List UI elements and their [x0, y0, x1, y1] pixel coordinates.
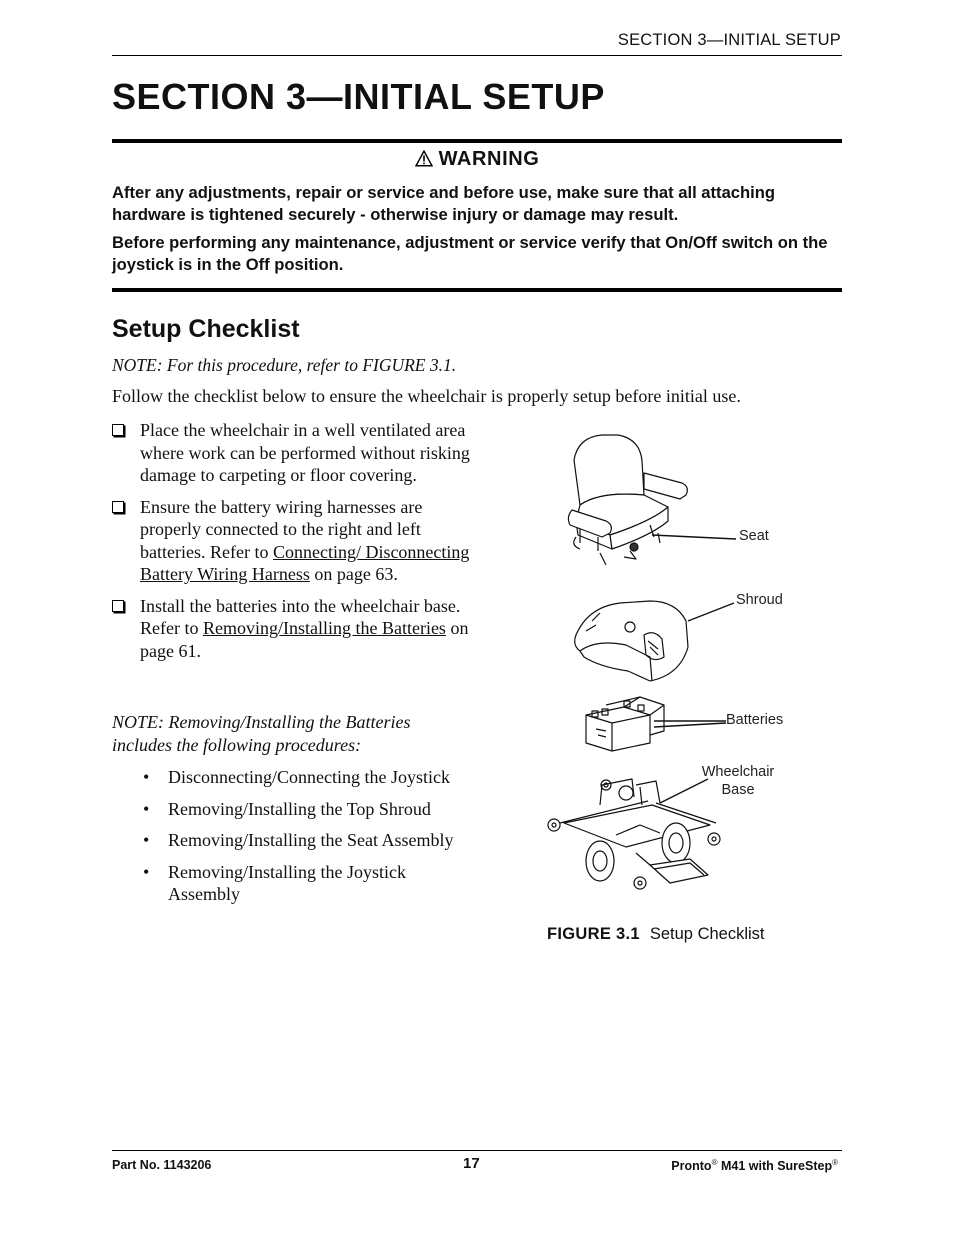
- list-item: [140, 861, 460, 906]
- list-item-text: Removing/Installing the Top Shroud: [168, 798, 431, 819]
- footer-page-number: 17: [463, 1155, 480, 1172]
- wheelchair-base-illustration: [548, 779, 720, 889]
- checklist-item-text: on page 63.: [309, 564, 398, 584]
- checklist-item: [112, 419, 472, 487]
- bullet-icon: •: [143, 861, 150, 882]
- checklist-item-text: Ensure the battery wiring harnesses are properly connected to the right and left batteries. Refer to: [140, 496, 423, 562]
- footer-product-name: [671, 1158, 838, 1173]
- section-heading: Setup Checklist: [112, 315, 300, 343]
- warning-top-rule: [112, 139, 842, 143]
- checklist-item: [112, 496, 472, 586]
- running-head: SECTION 3—INITIAL SETUP: [617, 31, 841, 49]
- figure-label-base-line2: Base: [721, 782, 755, 798]
- shroud-illustration: [575, 601, 688, 681]
- figure-caption-text: Setup Checklist: [649, 925, 765, 943]
- figure-caption: [547, 925, 765, 944]
- warning-heading: [112, 148, 842, 173]
- list-item-text: Removing/Installing the Seat Assembly: [168, 830, 454, 850]
- bullet-icon: •: [143, 767, 150, 787]
- wiring-harness-link[interactable]: Connecting/ Disconnecting Battery Wiring Harness: [140, 541, 470, 584]
- list-item: [140, 766, 460, 789]
- footer-rule: [112, 1150, 842, 1151]
- warning-heading-text: WARNING: [438, 148, 540, 170]
- procedures-note: NOTE: Removing/Installing the Batteries includes the following procedures:: [112, 712, 411, 755]
- warning-bottom-rule: [112, 288, 842, 292]
- registered-mark: ®: [711, 1158, 718, 1167]
- figure-label-base-line1: Wheelchair: [701, 764, 775, 780]
- batteries-illustration: [586, 697, 664, 751]
- bullet-icon: •: [143, 830, 150, 850]
- figure-label-seat: Seat: [739, 528, 769, 544]
- checkbox-icon: [112, 424, 124, 436]
- figure-caption-number: FIGURE 3.1: [547, 925, 640, 943]
- registered-mark: ®: [832, 1158, 838, 1167]
- figure-label-batteries: Batteries: [726, 712, 784, 728]
- checklist-item-text: Place the wheelchair in a well ventilated area where work can be performed without risking damage to carpeting or floor covering.: [140, 420, 470, 485]
- seat-illustration: [568, 435, 687, 565]
- warning-triangle-icon: [415, 150, 433, 173]
- checkbox-icon: [112, 600, 124, 612]
- wheelchair-exploded-figure: [540, 425, 810, 915]
- list-item: [140, 829, 460, 852]
- footer-product-text: M41 with SureStep: [717, 1159, 833, 1174]
- checklist-item-text: on page 61.: [140, 618, 469, 661]
- page-title: SECTION 3—INITIAL SETUP: [112, 76, 605, 117]
- batteries-link[interactable]: Removing/Installing the Batteries: [202, 618, 446, 638]
- checklist-item: [112, 595, 472, 663]
- footer-part-number: Part No. 1143206: [112, 1158, 212, 1172]
- footer-product-text: Pronto: [671, 1159, 712, 1174]
- list-item-text: Disconnecting/Connecting the Joystick: [168, 767, 450, 787]
- setup-checklist: [112, 419, 472, 671]
- bullet-icon: •: [143, 798, 150, 819]
- intro-text: Follow the checklist below to ensure the wheelchair is properly setup before initial use.: [112, 386, 741, 406]
- figure-label-shroud: Shroud: [736, 592, 783, 608]
- checkbox-icon: [112, 501, 124, 513]
- figure-label-base: [697, 764, 779, 798]
- list-item-text: Removing/Installing the Joystick Assembly: [168, 861, 406, 904]
- header-rule: [112, 55, 842, 56]
- warning-paragraph-1: After any adjustments, repair or service and before use, make sure that all attaching hardware is tightened securely - otherwise injury or damage may result.: [112, 183, 776, 224]
- procedure-list: [140, 766, 460, 915]
- list-item: [140, 798, 460, 821]
- checklist-item-text: Install the batteries into the wheelchair base. Refer to: [140, 595, 461, 638]
- warning-paragraph-2: Before performing any maintenance, adjustment or service verify that On/Off switch on the joystick is in the Off position.: [112, 233, 828, 274]
- figure-note: NOTE: For this procedure, refer to FIGURE 3.1.: [112, 355, 457, 375]
